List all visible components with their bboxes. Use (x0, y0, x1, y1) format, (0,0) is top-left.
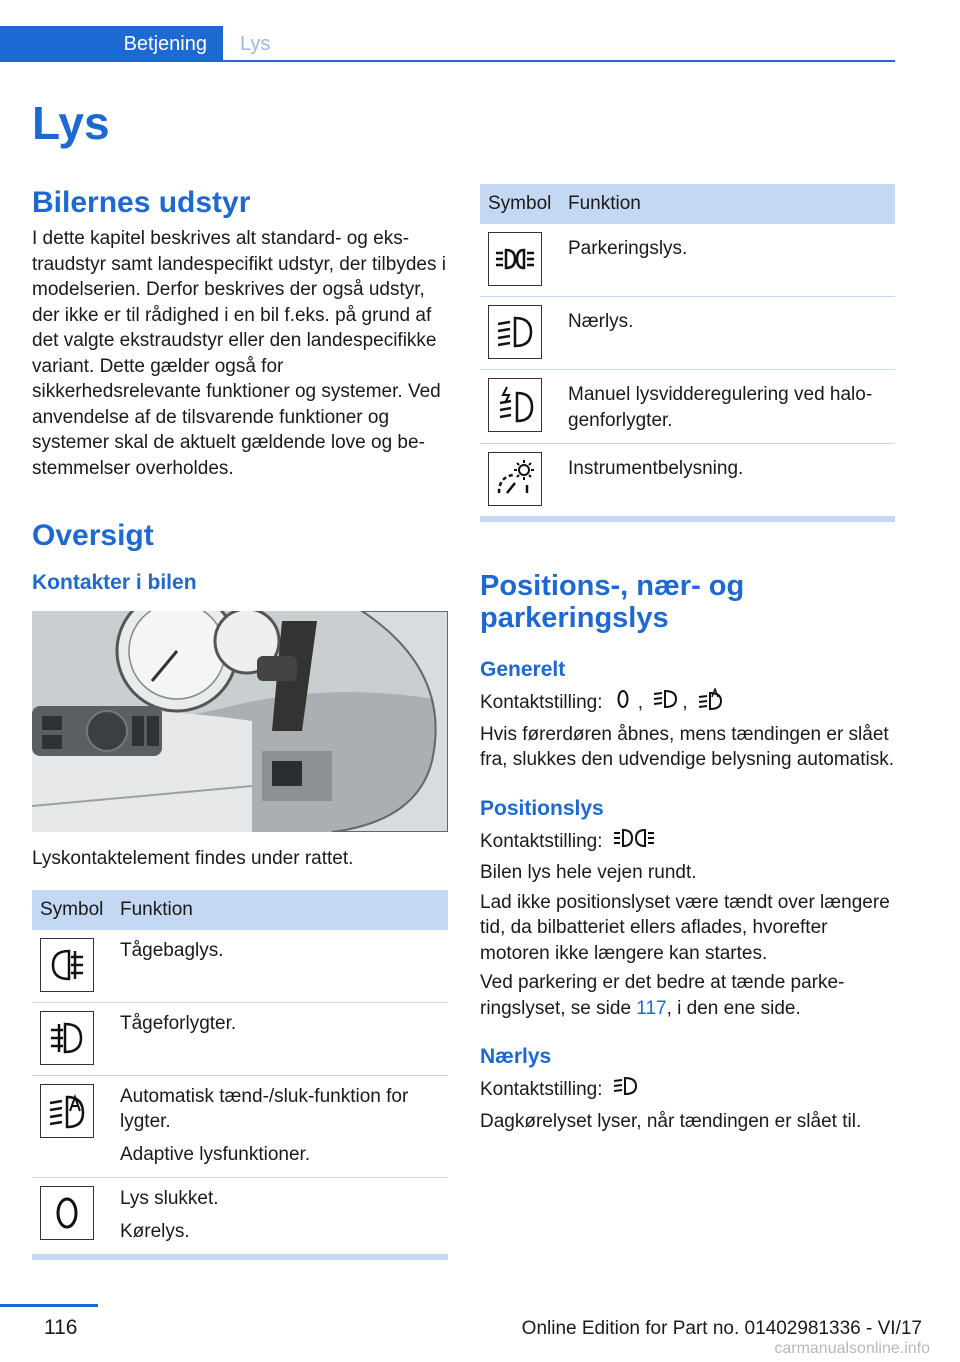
header-divider (0, 60, 895, 62)
dashboard-illustration (32, 611, 448, 832)
row-function-text: Parkeringslys. (568, 238, 688, 259)
page-link-117[interactable]: 117 (636, 997, 667, 1019)
low-beam-icon (652, 688, 678, 718)
generelt-switch-positions (480, 688, 895, 718)
naerlys-label: Kontaktstilling: (480, 1078, 603, 1100)
row-function-text: Adaptive lysfunktioner. (120, 1143, 311, 1165)
heading-oversigt: Oversigt (32, 519, 154, 552)
heading-bilernes-udstyr: Bilernes udstyr (32, 186, 251, 219)
left-col-function-header: Funktion (112, 890, 448, 930)
naerlys-switch-position (480, 1075, 895, 1105)
positionslys-p3-text: Ved parkering er det bedre at tænde parkeringslyset, se side (480, 972, 845, 1019)
generelt-label: Kontaktstilling: (480, 691, 603, 713)
page-title: Lys (32, 97, 110, 149)
heading-generelt: Generelt (480, 658, 566, 681)
automatic-headlight-icon (697, 688, 723, 718)
generelt-paragraph: Hvis førerdøren åbnes, mens tændingen er slået fra, slukkes den udvendige belysning automatisk. (480, 723, 895, 770)
right-symbol-table (480, 184, 895, 517)
positionslys-paragraph-3 (480, 970, 895, 1021)
comma-separator: , (637, 691, 644, 713)
tab-betjening[interactable]: Betjening (0, 26, 223, 62)
positionslys-p3-text-end: , i den ene side. (666, 997, 801, 1019)
low-beam-icon (488, 305, 542, 359)
page-number: 116 (44, 1316, 78, 1339)
heading-kontakter-i-bilen: Kontakter i bilen (32, 571, 197, 594)
row-function-text: Tågebaglys. (120, 939, 224, 961)
row-function-text: Kørelys. (120, 1220, 190, 1242)
row-function-text: Automatisk tænd-/sluk-funktion for lygter. (120, 1085, 409, 1132)
comma-separator: , (682, 691, 688, 713)
rear-fog-light-icon (40, 938, 94, 992)
heading-naerlys: Nærlys (480, 1045, 552, 1068)
right-column (480, 184, 895, 1134)
automatic-headlight-icon (40, 1084, 94, 1138)
parking-light-icon (488, 232, 542, 286)
parking-light-icon (612, 827, 658, 857)
right-col-function-header: Funktion (560, 184, 895, 224)
table-row (32, 1002, 448, 1075)
dashboard-photo (32, 611, 448, 832)
heading-positions-naer-parkeringslys: Positions-, nær- og parkeringslys (480, 570, 745, 634)
row-function-text: Nærlys. (568, 311, 634, 332)
table-row (32, 1178, 448, 1255)
left-symbol-table (32, 890, 448, 1256)
front-fog-light-icon (40, 1011, 94, 1065)
row-function-text: Lys slukket. (120, 1188, 219, 1209)
watermark: carmanualsonline.info (774, 1340, 930, 1357)
positionslys-label: Kontaktstilling: (480, 830, 603, 852)
row-function-text: Tågeforlygter. (120, 1012, 237, 1034)
intro-paragraph: I dette kapitel beskrives alt standard- og ekstraudstyr samt landespecifikt udstyr, der tilbydes i modelserien. Derfor beskrives der også udstyr, der ikke er til rådighed i en bil f.eks. på grund af det valgte ekstraudstyr eller den landespecifikke variant. Dette gælder også for sikkerhedsrelevante funktioner og systemer. Ved anvendelse af de tilsvarende funktioner og systemer skal de aktuelt gældende love og bestemmelser overholdes. (32, 228, 446, 479)
heading-positionslys: Positionslys (480, 796, 604, 820)
positionslys-paragraph-1: Bilen lys hele vejen rundt. (480, 862, 697, 883)
photo-caption: Lyskontaktelement findes under rattet. (32, 848, 354, 869)
footer-divider (0, 1304, 98, 1307)
tab-lys[interactable]: Lys (240, 32, 271, 55)
edition-note: Online Edition for Part no. 01402981336 - VI/17 (521, 1318, 922, 1339)
table-row (480, 224, 895, 297)
positionslys-switch-position (480, 827, 895, 857)
left-table-end-rule (32, 1255, 448, 1260)
table-row (32, 930, 448, 1003)
table-row (32, 1075, 448, 1178)
left-col-symbol-header: Symbol (32, 890, 112, 930)
right-table-end-rule (480, 517, 895, 522)
instrument-lighting-icon (488, 452, 542, 506)
headlight-range-control-icon (488, 378, 542, 432)
page-header (0, 0, 960, 62)
naerlys-paragraph: Dagkørelyset lyser, når tændingen er slået til. (480, 1110, 862, 1132)
left-column (32, 184, 448, 1260)
lights-off-icon (612, 688, 634, 718)
table-row (480, 297, 895, 370)
table-row (480, 370, 895, 444)
positionslys-paragraph-2: Lad ikke positionslyset være tændt over længere tid, da bilbatteriet ellers aflades, hvorefter motoren ikke længere kan startes. (480, 891, 890, 964)
low-beam-icon (612, 1075, 638, 1105)
row-function-text: Instrumentbelysning. (568, 458, 744, 479)
table-row (480, 444, 895, 517)
row-function-text: Manuel lysvidderegulering ved halogenforlygter. (568, 384, 873, 431)
right-col-symbol-header: Symbol (480, 184, 560, 224)
lights-off-icon (40, 1186, 94, 1240)
